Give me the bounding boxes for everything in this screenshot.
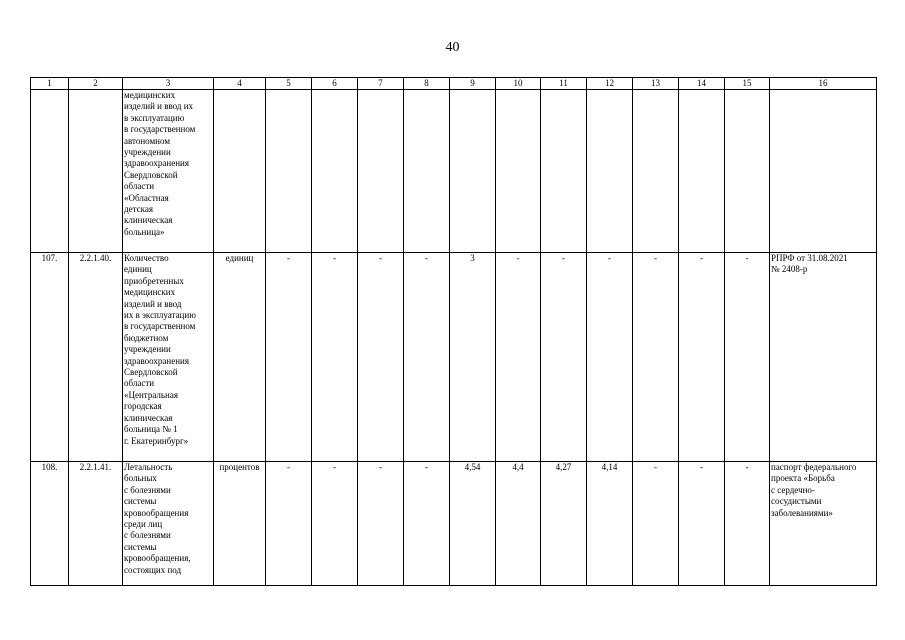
- column-header: 11: [541, 78, 587, 90]
- value-cell: 4,27: [541, 462, 587, 586]
- column-header: 16: [770, 78, 877, 90]
- column-header: 6: [312, 78, 358, 90]
- column-header: 3: [123, 78, 214, 90]
- row-number-cell: 107.: [31, 253, 69, 462]
- value-cell: -: [541, 253, 587, 462]
- value-cell: 3: [450, 253, 496, 462]
- value-cell: 4,14: [587, 462, 633, 586]
- table-cell: [312, 90, 358, 253]
- value-cell: -: [358, 253, 404, 462]
- column-header: 10: [496, 78, 541, 90]
- table-cell: [358, 90, 404, 253]
- column-header: 14: [679, 78, 725, 90]
- value-cell: -: [725, 462, 770, 586]
- table-cell: [404, 90, 450, 253]
- table-cell: [770, 90, 877, 253]
- table-cell: [633, 90, 679, 253]
- column-header: 12: [587, 78, 633, 90]
- value-cell: -: [266, 462, 312, 586]
- value-cell: -: [679, 462, 725, 586]
- value-cell: -: [358, 462, 404, 586]
- column-header: 2: [69, 78, 123, 90]
- value-cell: -: [633, 253, 679, 462]
- column-header: 13: [633, 78, 679, 90]
- value-cell: -: [679, 253, 725, 462]
- column-header: 15: [725, 78, 770, 90]
- value-cell: -: [404, 462, 450, 586]
- table-cell: [679, 90, 725, 253]
- value-cell: -: [496, 253, 541, 462]
- value-cell: -: [404, 253, 450, 462]
- value-cell: -: [266, 253, 312, 462]
- value-cell: 4,54: [450, 462, 496, 586]
- value-cell: -: [312, 253, 358, 462]
- value-cell: 4,4: [496, 462, 541, 586]
- column-header: 8: [404, 78, 450, 90]
- continuation-row: [31, 90, 877, 253]
- table-cell: [450, 90, 496, 253]
- indicator-name-cell: Летальность больных с болезнями системы кровообращения среди лиц с болезнями системы кровообращения, состоящих под: [123, 462, 214, 586]
- value-cell: -: [312, 462, 358, 586]
- table-cell: [31, 90, 69, 253]
- source-cell: РПРФ от 31.08.2021 № 2408-р: [770, 253, 877, 462]
- table-cell: [587, 90, 633, 253]
- column-header: 5: [266, 78, 312, 90]
- row-code-cell: 2.2.1.40.: [69, 253, 123, 462]
- value-cell: -: [633, 462, 679, 586]
- column-header: 9: [450, 78, 496, 90]
- value-cell: -: [587, 253, 633, 462]
- table-cell: [214, 90, 266, 253]
- row-code-cell: 2.2.1.41.: [69, 462, 123, 586]
- table-row: [31, 253, 877, 462]
- table-cell: [725, 90, 770, 253]
- column-header: 7: [358, 78, 404, 90]
- table-cell: [266, 90, 312, 253]
- indicator-name-cell: медицинских изделий и ввод их в эксплуатацию в государственном автономном учреждении здравоохранения Свердловской области «Областная детская клиническая больница»: [123, 90, 214, 253]
- table-row: [31, 462, 877, 586]
- table-cell: [496, 90, 541, 253]
- column-header: 4: [214, 78, 266, 90]
- source-cell: паспорт федерального проекта «Борьба с сердечно- сосудистыми заболеваниями»: [770, 462, 877, 586]
- indicator-name-cell: Количество единиц приобретенных медицинских изделий и ввод их в эксплуатацию в государственном бюджетном учреждении здравоохранения Свердловской области «Центральная городская клиническая больница № 1 г. Екатеринбург»: [123, 253, 214, 462]
- table-cell: [69, 90, 123, 253]
- table-cell: [541, 90, 587, 253]
- value-cell: -: [725, 253, 770, 462]
- unit-cell: процентов: [214, 462, 266, 586]
- row-number-cell: 108.: [31, 462, 69, 586]
- column-header: 1: [31, 78, 69, 90]
- page-number: 40: [445, 40, 460, 55]
- column-number-row: [31, 78, 877, 90]
- indicators-table: [30, 77, 877, 586]
- unit-cell: единиц: [214, 253, 266, 462]
